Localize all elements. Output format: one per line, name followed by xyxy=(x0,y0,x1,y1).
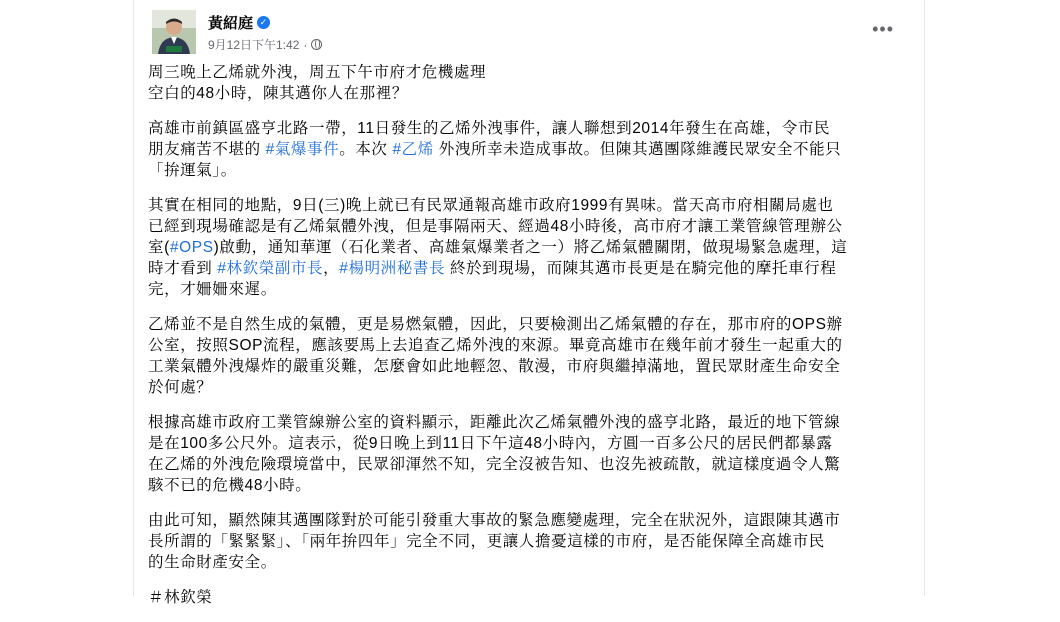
post-line xyxy=(148,335,908,356)
page-background-right xyxy=(924,0,1060,596)
post-paragraph xyxy=(148,62,908,104)
post-text: 周三晚上乙烯就外洩，周五下午市府才危機處理 xyxy=(148,64,487,81)
post-line xyxy=(148,195,908,216)
post-text: 根據高雄市政府工業管線辦公室的資料顯示，距離此次乙烯氣體外洩的盛亨北路，最近的地下管線 xyxy=(148,414,841,431)
post-paragraph xyxy=(148,195,908,300)
post-text: 乙烯並不是自然生成的氣體，更是易燃氣體，因此，只要檢測出乙烯氣體的存在，那市府的OPS辦 xyxy=(148,316,843,333)
post-paragraph xyxy=(148,118,908,181)
post-text: 在乙烯的外洩危險環境當中，民眾卻渾然不知，完全沒被告知、也沒先被疏散，就這樣度過令人驚 xyxy=(148,456,841,473)
post-line xyxy=(148,531,908,552)
post-text: 已經到現場確認是有乙烯氣體外洩，但是事隔兩天、經過48小時後，高市府才讓工業管線管理辦公 xyxy=(148,218,843,235)
post-text: 時才看到 xyxy=(148,260,218,277)
post-meta xyxy=(208,36,322,53)
post-text: 是在100多公尺外。這表示，從9日晚上到11日下午這48小時內，方圓一百多公尺的居民們都暴露 xyxy=(148,435,833,452)
post-line xyxy=(148,454,908,475)
post-text: 的生命財產安全。 xyxy=(148,554,277,571)
post-text: 空白的48小時，陳其邁你人在那裡？ xyxy=(148,85,408,102)
hashtag-link[interactable]: #楊明洲秘書長 xyxy=(339,260,446,277)
post-text: 駭不已的危機48小時。 xyxy=(148,477,312,494)
post-text: 。本次 xyxy=(339,141,393,158)
avatar-photo xyxy=(152,10,196,54)
post-timestamp[interactable]: 9月12日下午1:42 xyxy=(208,38,300,52)
post-text: 公室，按照SOP流程，應該要馬上去追查乙烯外洩的來源。畢竟高雄市在幾年前才發生一起重大的 xyxy=(148,337,843,354)
page-background-left xyxy=(0,0,132,596)
hashtag-link[interactable]: #乙烯 xyxy=(392,141,434,158)
post-line xyxy=(148,510,908,531)
post-line xyxy=(148,118,908,139)
post-text: 完，才姍姍來遲。 xyxy=(148,281,277,298)
post-line xyxy=(148,160,908,181)
post-text: ， xyxy=(323,260,340,277)
post-text: 於何處？ xyxy=(148,379,213,396)
post-line xyxy=(148,587,908,608)
post-text: 工業氣體外洩爆炸的嚴重災難，怎麼會如此地輕忽、散漫，市府與繼掉滿地，置民眾財產生命安全 xyxy=(148,358,841,375)
more-options-icon[interactable]: ••• xyxy=(872,19,894,39)
verified-badge-icon: ✓ xyxy=(257,16,270,29)
author-avatar[interactable] xyxy=(152,10,196,54)
hashtag-link[interactable]: #OPS xyxy=(169,239,214,256)
hashtag-link[interactable]: #氣爆事件 xyxy=(265,141,340,158)
post-line xyxy=(148,216,908,237)
post-text: ＃林欽榮 xyxy=(148,589,213,606)
post-paragraph xyxy=(148,412,908,496)
hashtag-link[interactable]: #林欽榮副市長 xyxy=(217,260,324,277)
author-name-text[interactable]: 黃紹庭 xyxy=(208,15,254,32)
post-body xyxy=(148,62,908,622)
post-text: 長所謂的「緊緊緊」、「兩年拚四年」完全不同，更讓人擔憂這樣的市府，是否能保障全高雄市民 xyxy=(148,533,825,550)
post-paragraph xyxy=(148,510,908,573)
post-line xyxy=(148,475,908,496)
post-line xyxy=(148,237,908,258)
post-text: 朋友痛苦不堪的 xyxy=(148,141,266,158)
post-text: 其實在相同的地點，9日(三)晚上就已有民眾通報高雄市政府1999有異味。當天高市府相關局處也 xyxy=(148,197,834,214)
post-line xyxy=(148,314,908,335)
post-line xyxy=(148,377,908,398)
post-line xyxy=(148,412,908,433)
facebook-post xyxy=(133,0,925,606)
globe-icon[interactable] xyxy=(311,39,322,50)
post-line xyxy=(148,552,908,573)
post-text: 高雄市前鎮區盛亨北路一帶，11日發生的乙烯外洩事件，讓人聯想到2014年發生在高雄，令市民 xyxy=(148,120,831,137)
post-header xyxy=(148,6,908,56)
post-paragraph xyxy=(148,587,908,608)
post-text: )啟動，通知華運（石化業者、高雄氣爆業者之一）將乙烯氣體關閉，做現場緊急處理，這 xyxy=(213,239,848,256)
post-line xyxy=(148,356,908,377)
post-line xyxy=(148,258,908,279)
post-text: 終於到現場，而陳其邁市長更是在騎完他的摩托車行程 xyxy=(445,260,837,277)
post-paragraph xyxy=(148,314,908,398)
author-name[interactable] xyxy=(208,12,270,33)
post-line xyxy=(148,139,908,160)
post-line xyxy=(148,279,908,300)
post-text: 外洩所幸未造成事故。但陳其邁團隊維護民眾安全不能只 xyxy=(433,141,842,158)
post-text: 由此可知，顯然陳其邁團隊對於可能引發重大事故的緊急應變處理，完全在狀況外，這跟陳其邁市 xyxy=(148,512,841,529)
post-text: 室( xyxy=(148,239,170,256)
post-line xyxy=(148,83,908,104)
post-line xyxy=(148,62,908,83)
separator-dot: · xyxy=(303,37,308,52)
post-text: 「拚運氣」。 xyxy=(148,162,237,179)
post-line xyxy=(148,433,908,454)
